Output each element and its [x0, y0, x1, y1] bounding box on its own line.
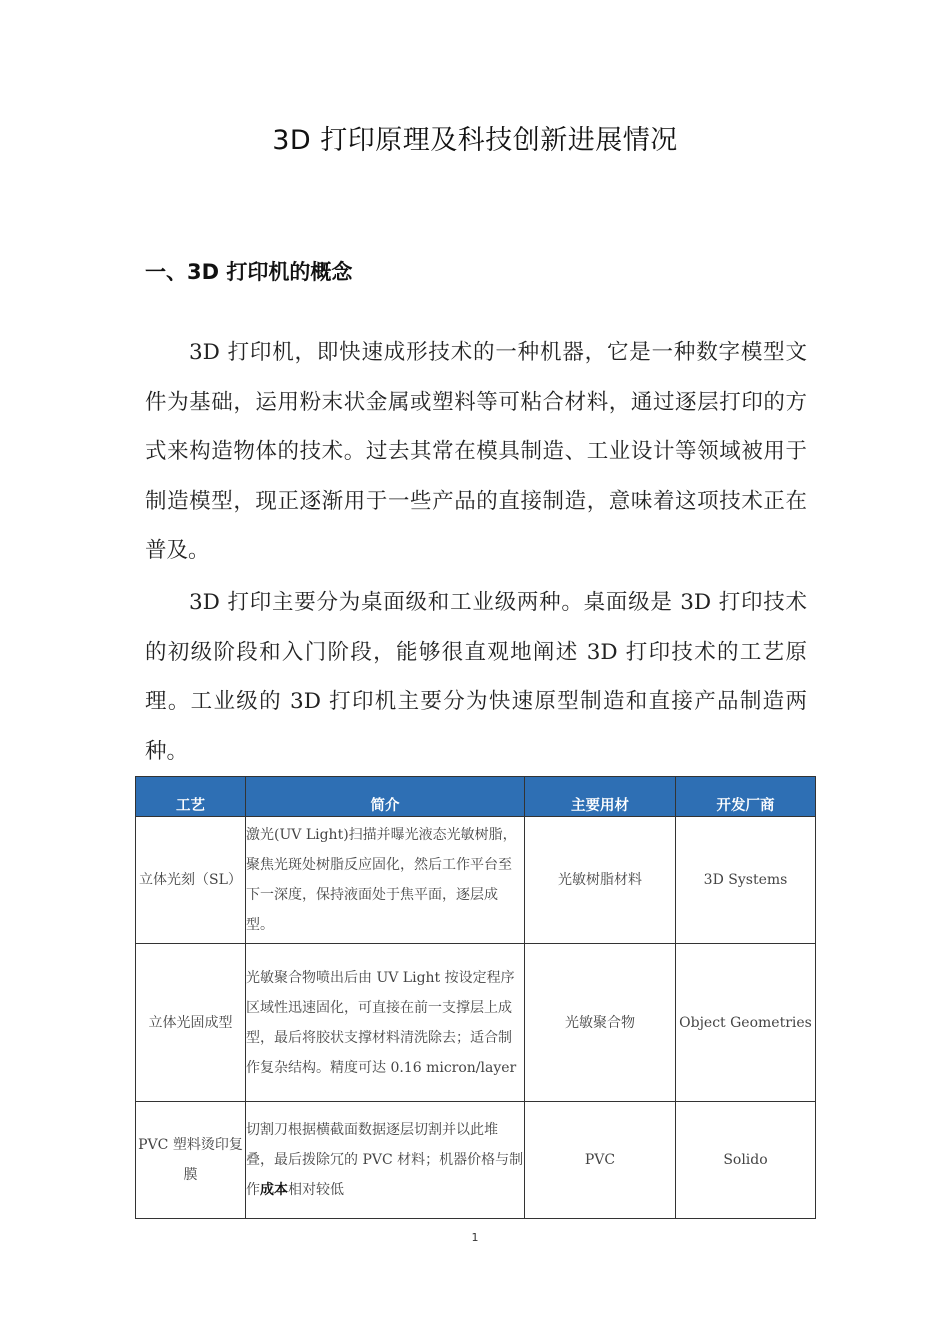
page-number: 1 [471, 1231, 479, 1244]
cell-vendor: Object Geometries [676, 944, 816, 1102]
paragraph-concept: 3D 打印机，即快速成形技术的一种机器，它是一种数字模型文件为基础，运用粉末状金属或塑料等可粘合材料，通过逐层打印的方式来构造物体的技术。过去其常在模具制造、工业设计等领域被用于制造模型，现正逐渐用于一些产品的直接制造，意味着这项技术正在普及。 [145, 340, 807, 564]
cell-description: 光敏聚合物喷出后由 UV Light 按设定程序区域性迅速固化，可直接在前一支撑层上成型，最后将胶状支撑材料清洗除去；适合制作复杂结构。精度可达 0.16 micron/layer [246, 944, 525, 1102]
cell-vendor: Solido [676, 1102, 816, 1219]
process-table [135, 776, 816, 1219]
header-description: 简介 [246, 777, 525, 817]
table-row [136, 944, 816, 1102]
cell-process: 立体光刻（SL） [136, 817, 246, 944]
description-text: 切割刀根据横截面数据逐层切割并以此堆叠，最后拨除冗的 PVC 材料；机器价格与制作 [246, 1122, 524, 1198]
document-title: 3D 打印原理及科技创新进展情况 [272, 125, 678, 156]
cell-process: 立体光固成型 [136, 944, 246, 1102]
header-process: 工艺 [136, 777, 246, 817]
description-text: 相对较低 [288, 1182, 344, 1198]
cell-process: PVC 塑料烫印复膜 [136, 1102, 246, 1219]
section-heading: 一、3D 打印机的概念 [145, 260, 353, 284]
header-vendor: 开发厂商 [676, 777, 816, 817]
cell-description: 激光(UV Light)扫描并曝光液态光敏树脂，聚焦光斑处树脂反应固化，然后工作平台至下一深度，保持液面处于焦平面，逐层成型。 [246, 817, 525, 944]
table-row [136, 1102, 816, 1219]
paragraph-types: 3D 打印主要分为桌面级和工业级两种。桌面级是 3D 打印技术的初级阶段和入门阶段，能够很直观地阐述 3D 打印技术的工艺原理。工业级的 3D 打印机主要分为快速原型制造和直接产品制造两种。 [145, 590, 807, 764]
cell-description [246, 1102, 525, 1219]
table-row [136, 817, 816, 944]
table-header-row [136, 777, 816, 817]
description-bold-text: 成本 [260, 1182, 288, 1198]
cell-material: PVC [525, 1102, 676, 1219]
cell-material: 光敏聚合物 [525, 944, 676, 1102]
header-material: 主要用材 [525, 777, 676, 817]
cell-material: 光敏树脂材料 [525, 817, 676, 944]
cell-vendor: 3D Systems [676, 817, 816, 944]
